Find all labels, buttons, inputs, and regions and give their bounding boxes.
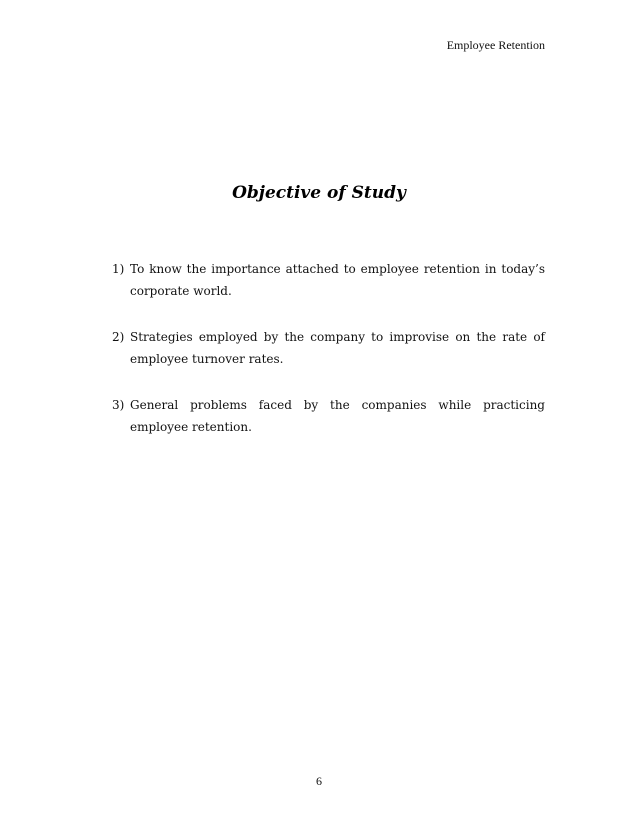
objective-number: 3) xyxy=(112,398,125,412)
objective-number: 1) xyxy=(112,262,125,276)
objective-item-1 xyxy=(112,258,545,302)
page-title: Objective of Study xyxy=(232,183,406,203)
objective-text: To know the importance attached to employee retention in today’s corporate world. xyxy=(130,262,545,298)
running-header: Employee Retention xyxy=(446,38,545,52)
objectives-list xyxy=(112,258,545,462)
objective-item-2 xyxy=(112,326,545,370)
page-number: 6 xyxy=(316,774,322,788)
objective-item-3 xyxy=(112,394,545,438)
objective-text: General problems faced by the companies while practicing employee retention. xyxy=(130,398,545,434)
objective-number: 2) xyxy=(112,330,125,344)
objective-text: Strategies employed by the company to improvise on the rate of employee turnover rates. xyxy=(130,330,545,366)
